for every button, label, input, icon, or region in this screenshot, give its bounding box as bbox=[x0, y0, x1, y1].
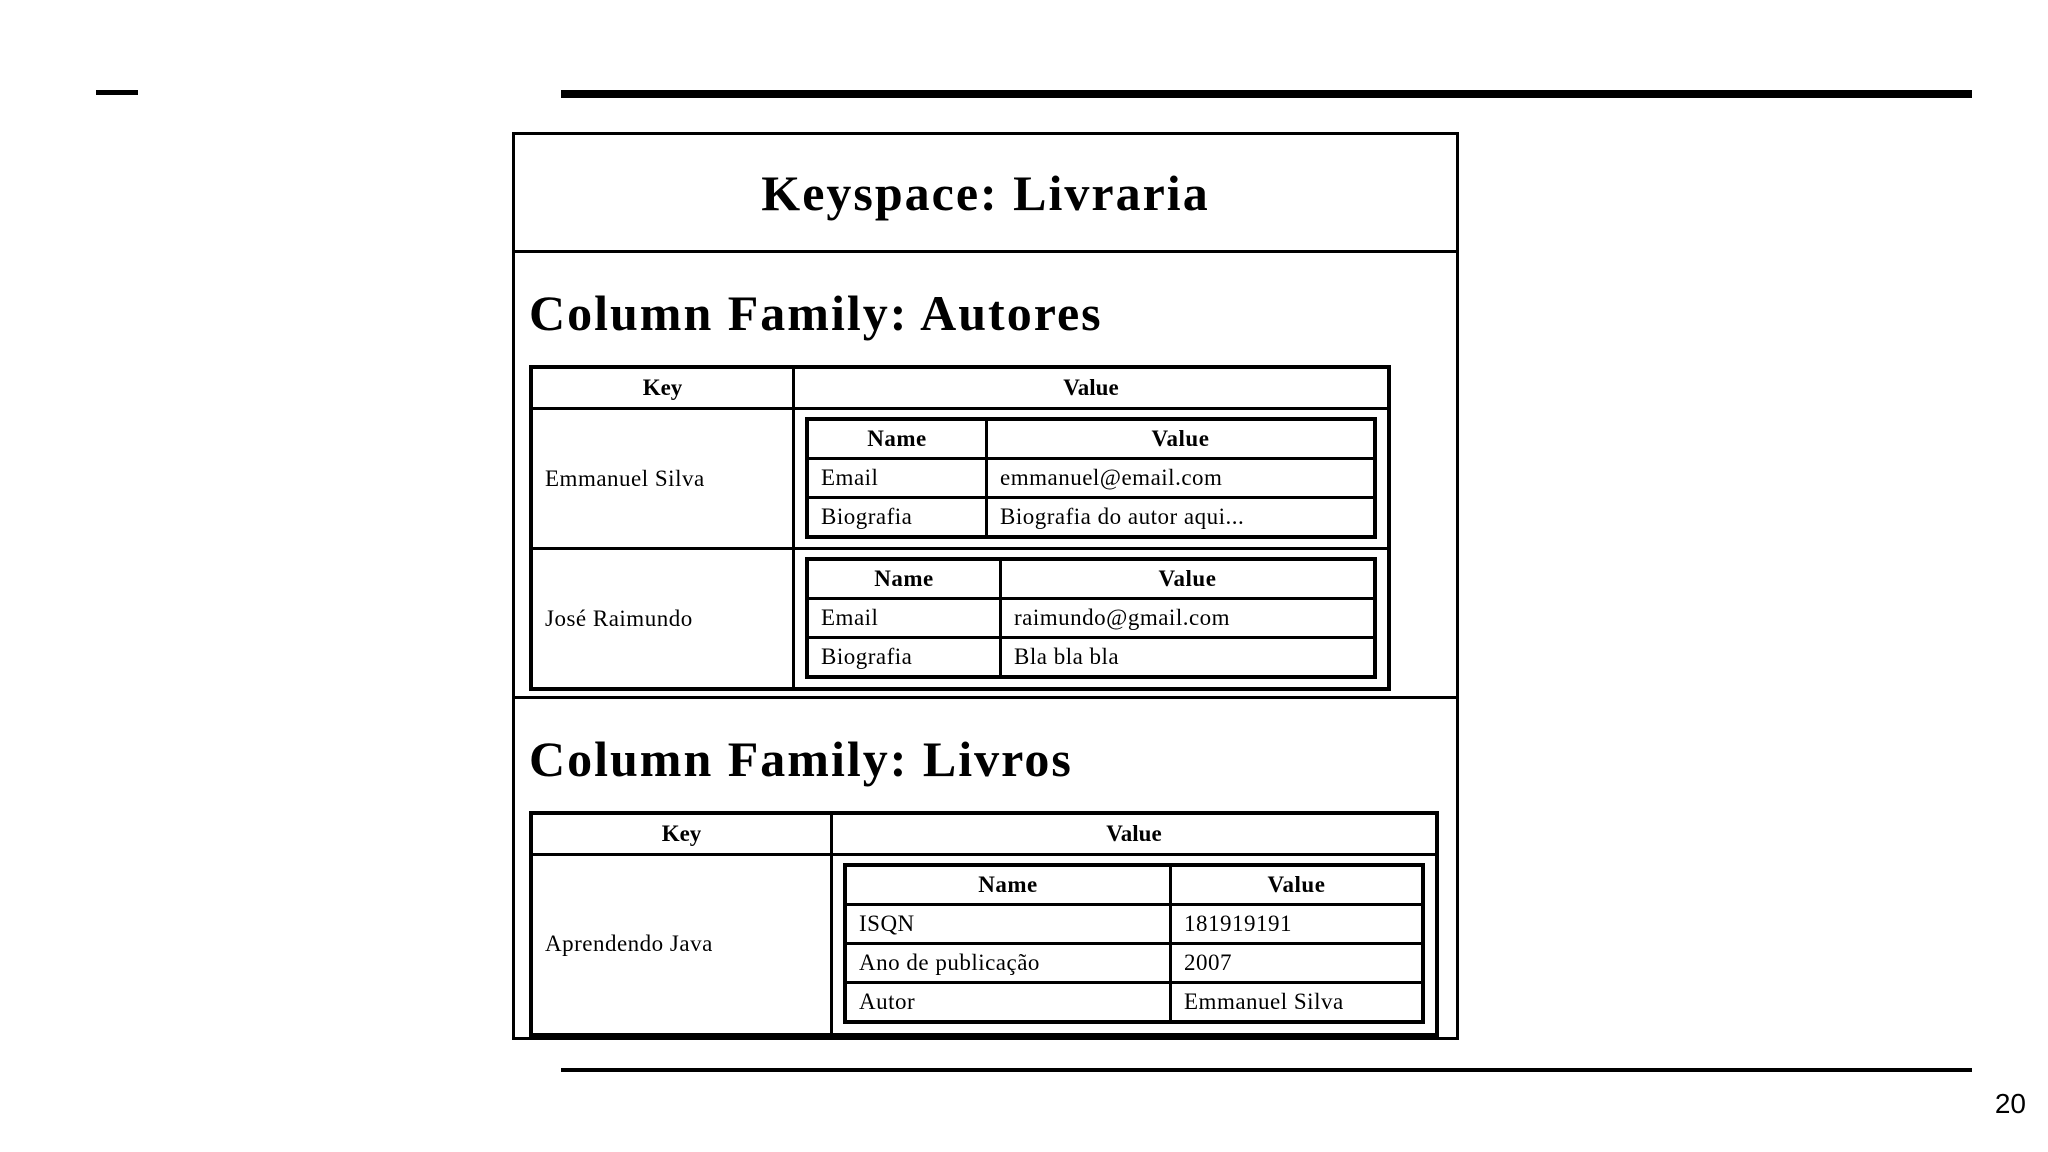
row-value bbox=[832, 855, 1438, 1035]
value-header: Value bbox=[1171, 865, 1424, 905]
column-family-livros bbox=[515, 699, 1456, 1037]
bottom-rule bbox=[561, 1068, 1972, 1072]
value-header: Value bbox=[1001, 559, 1376, 599]
column-name: Biografia bbox=[807, 638, 1001, 678]
row-key: Aprendendo Java bbox=[531, 855, 832, 1035]
column-name: Autor bbox=[845, 983, 1171, 1023]
keyspace-title: Keyspace: Livraria bbox=[515, 135, 1456, 253]
column-row bbox=[845, 905, 1423, 944]
row-key: José Raimundo bbox=[531, 549, 794, 690]
value-header: Value bbox=[832, 813, 1438, 855]
page-number: 20 bbox=[1994, 1088, 2026, 1119]
column-row bbox=[845, 944, 1423, 983]
name-header: Name bbox=[845, 865, 1171, 905]
keyspace-figure bbox=[512, 132, 1459, 1040]
value-header: Value bbox=[794, 367, 1390, 409]
table-row bbox=[531, 549, 1389, 690]
row-value bbox=[794, 409, 1390, 549]
key-header: Key bbox=[531, 813, 832, 855]
column-family-title: Column Family: Autores bbox=[529, 285, 1103, 341]
row-value bbox=[794, 549, 1390, 690]
name-header: Name bbox=[807, 419, 987, 459]
columns-table bbox=[805, 417, 1377, 539]
columns-table bbox=[805, 557, 1377, 679]
slide-dash bbox=[96, 90, 138, 95]
value-header: Value bbox=[987, 419, 1376, 459]
autores-table bbox=[529, 365, 1391, 691]
column-name: Ano de publicação bbox=[845, 944, 1171, 983]
column-value: emmanuel@email.com bbox=[987, 459, 1376, 498]
column-value: Emmanuel Silva bbox=[1171, 983, 1424, 1023]
column-value: raimundo@gmail.com bbox=[1001, 599, 1376, 638]
column-value: Biografia do autor aqui... bbox=[987, 498, 1376, 538]
column-value: 181919191 bbox=[1171, 905, 1424, 944]
column-name: Email bbox=[807, 599, 1001, 638]
column-row bbox=[807, 459, 1375, 498]
column-name: Email bbox=[807, 459, 987, 498]
name-header: Name bbox=[807, 559, 1001, 599]
column-name: Biografia bbox=[807, 498, 987, 538]
top-rule bbox=[561, 90, 1972, 98]
column-row bbox=[845, 983, 1423, 1023]
column-family-autores bbox=[515, 253, 1456, 699]
column-value: 2007 bbox=[1171, 944, 1424, 983]
columns-table bbox=[843, 863, 1425, 1024]
livros-table bbox=[529, 811, 1439, 1037]
column-row bbox=[807, 638, 1375, 678]
key-header: Key bbox=[531, 367, 794, 409]
row-key: Emmanuel Silva bbox=[531, 409, 794, 549]
table-row bbox=[531, 855, 1437, 1035]
column-name: ISQN bbox=[845, 905, 1171, 944]
table-row bbox=[531, 409, 1389, 549]
column-value: Bla bla bla bbox=[1001, 638, 1376, 678]
column-row bbox=[807, 599, 1375, 638]
column-row bbox=[807, 498, 1375, 538]
column-family-title: Column Family: Livros bbox=[529, 731, 1073, 787]
